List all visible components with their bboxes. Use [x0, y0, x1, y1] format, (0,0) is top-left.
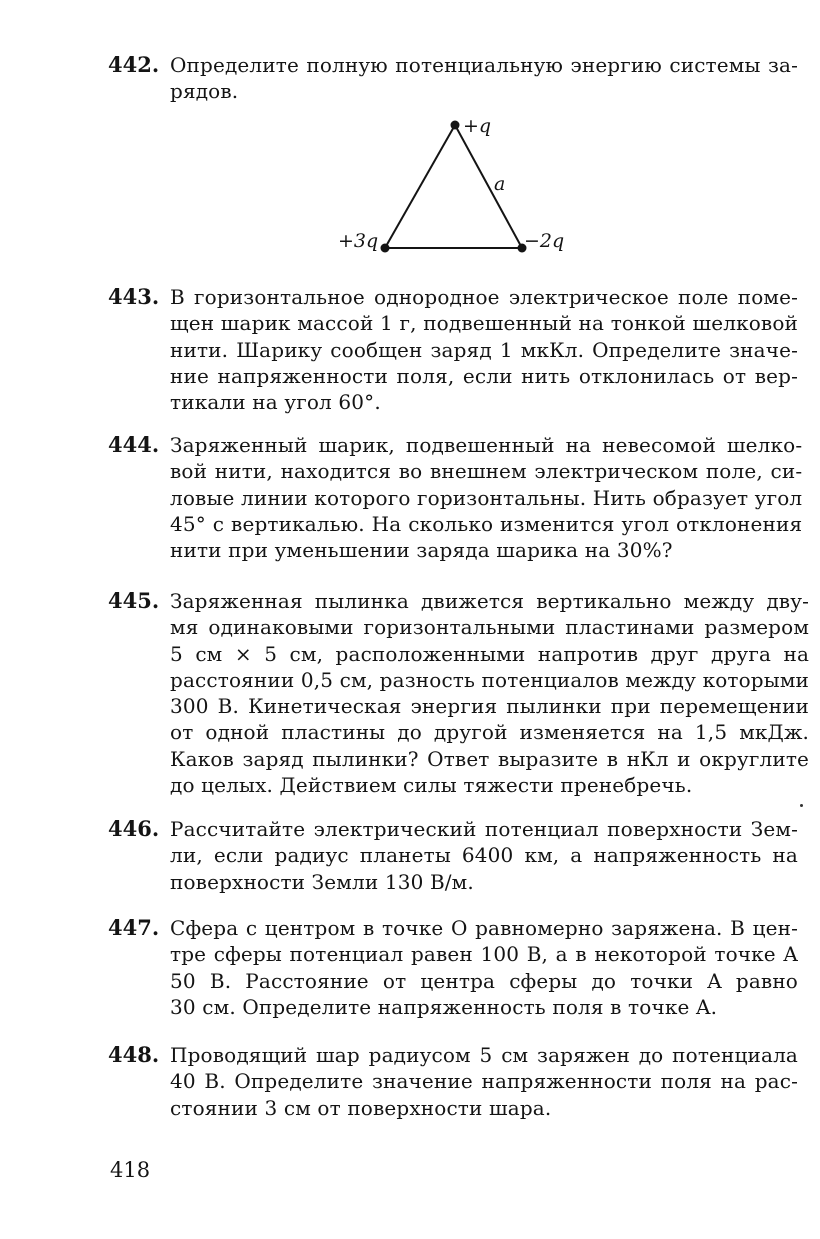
text-line: 45° с вертикалью. На сколько изменится угол отклонения	[170, 511, 803, 536]
label-top-charge: +q	[463, 115, 492, 137]
problem-text	[170, 432, 802, 563]
text-line: Заряженная пылинка движется вертикально между дву-	[170, 589, 810, 613]
text-line: рядов.	[170, 79, 239, 104]
triangle-left-side	[385, 125, 455, 248]
text-line: до целых. Действием силы тяжести пренебречь.	[170, 773, 693, 798]
text-line: ловые линии которого горизонтальны. Нить образует угол	[170, 485, 803, 510]
problem-text	[170, 816, 798, 895]
text-line: Сфера с центром в точке O равномерно заряжена. В цен-	[170, 916, 798, 940]
page-number: 418	[110, 1158, 151, 1182]
problem-number: 447.	[108, 915, 160, 940]
problem-444	[108, 432, 803, 563]
text-line: 5 см × 5 см, расположенными напротив друг друга на	[170, 641, 810, 666]
problem-number: 442.	[108, 52, 160, 77]
text-line: Определите полную потенциальную энергию системы за-	[170, 53, 798, 77]
charge-triangle-figure	[330, 108, 570, 268]
text-line: 300 В. Кинетическая энергия пылинки при перемещении	[170, 694, 810, 719]
problem-text	[170, 915, 798, 1020]
problem-number: 446.	[108, 816, 160, 841]
text-line: нити при уменьшении заряда шарика на 30%?	[170, 538, 673, 563]
text-line: тикали на угол 60°.	[170, 390, 381, 415]
problem-443	[108, 284, 798, 415]
problem-445	[108, 588, 810, 798]
text-line: ли, если радиус планеты 6400 км, а напряженность на	[170, 843, 798, 868]
label-side-a: a	[494, 173, 506, 195]
text-line: щен шарик массой 1 г, подвешенный на тонкой шелковой	[170, 311, 798, 336]
problem-442	[108, 52, 798, 105]
label-right-charge: −2q	[524, 230, 565, 252]
problem-number: 445.	[108, 588, 160, 613]
problem-text	[170, 588, 809, 798]
problem-text	[170, 52, 798, 105]
text-line: вой нити, находится во внешнем электрическом поле, си-	[170, 459, 803, 484]
problem-number: 443.	[108, 284, 160, 309]
triangle-right-side	[455, 125, 522, 248]
text-line: Каков заряд пылинки? Ответ выразите в нКл и округлите	[170, 746, 810, 771]
triangle-diagram	[330, 108, 570, 268]
problem-447	[108, 915, 798, 1020]
text-line: Рассчитайте электрический потенциал поверхности Зем-	[170, 817, 798, 841]
text-line: мя одинаковыми горизонтальными пластинами размером	[170, 615, 810, 640]
problem-446	[108, 816, 798, 895]
problem-text	[170, 1042, 798, 1121]
text-line: нити. Шарику сообщен заряд 1 мкКл. Определите значе-	[170, 337, 798, 362]
text-line: 50 В. Расстояние от центра сферы до точки A равно	[170, 968, 798, 993]
text-line: тре сферы потенциал равен 100 В, а в некоторой точке A	[170, 942, 798, 967]
problem-number: 448.	[108, 1042, 160, 1067]
text-line: 40 В. Определите значение напряженности поля на рас-	[170, 1069, 798, 1094]
text-line: Заряженный шарик, подвешенный на невесомой шелко-	[170, 433, 803, 457]
label-left-charge: +3q	[338, 230, 379, 252]
text-line: от одной пластины до другой изменяется на 1,5 мкДж.	[170, 720, 810, 745]
text-line: В горизонтальное однородное электрическое поле поме-	[170, 285, 798, 309]
text-line: ние напряженности поля, если нить отклонилась от вер-	[170, 363, 798, 388]
text-line: поверхности Земли 130 В/м.	[170, 869, 474, 894]
problem-448	[108, 1042, 798, 1121]
problem-text	[170, 284, 798, 415]
text-line: 30 см. Определите напряженность поля в точке A.	[170, 994, 718, 1019]
text-line: Проводящий шар радиусом 5 см заряжен до потенциала	[170, 1043, 798, 1067]
scan-speck	[800, 804, 803, 807]
text-line: расстоянии 0,5 см, разность потенциалов между которыми	[170, 667, 810, 692]
text-line: стоянии 3 см от поверхности шара.	[170, 1095, 552, 1120]
problem-number: 444.	[108, 432, 160, 457]
charge-left-point	[381, 244, 390, 253]
charge-top-point	[451, 121, 460, 130]
